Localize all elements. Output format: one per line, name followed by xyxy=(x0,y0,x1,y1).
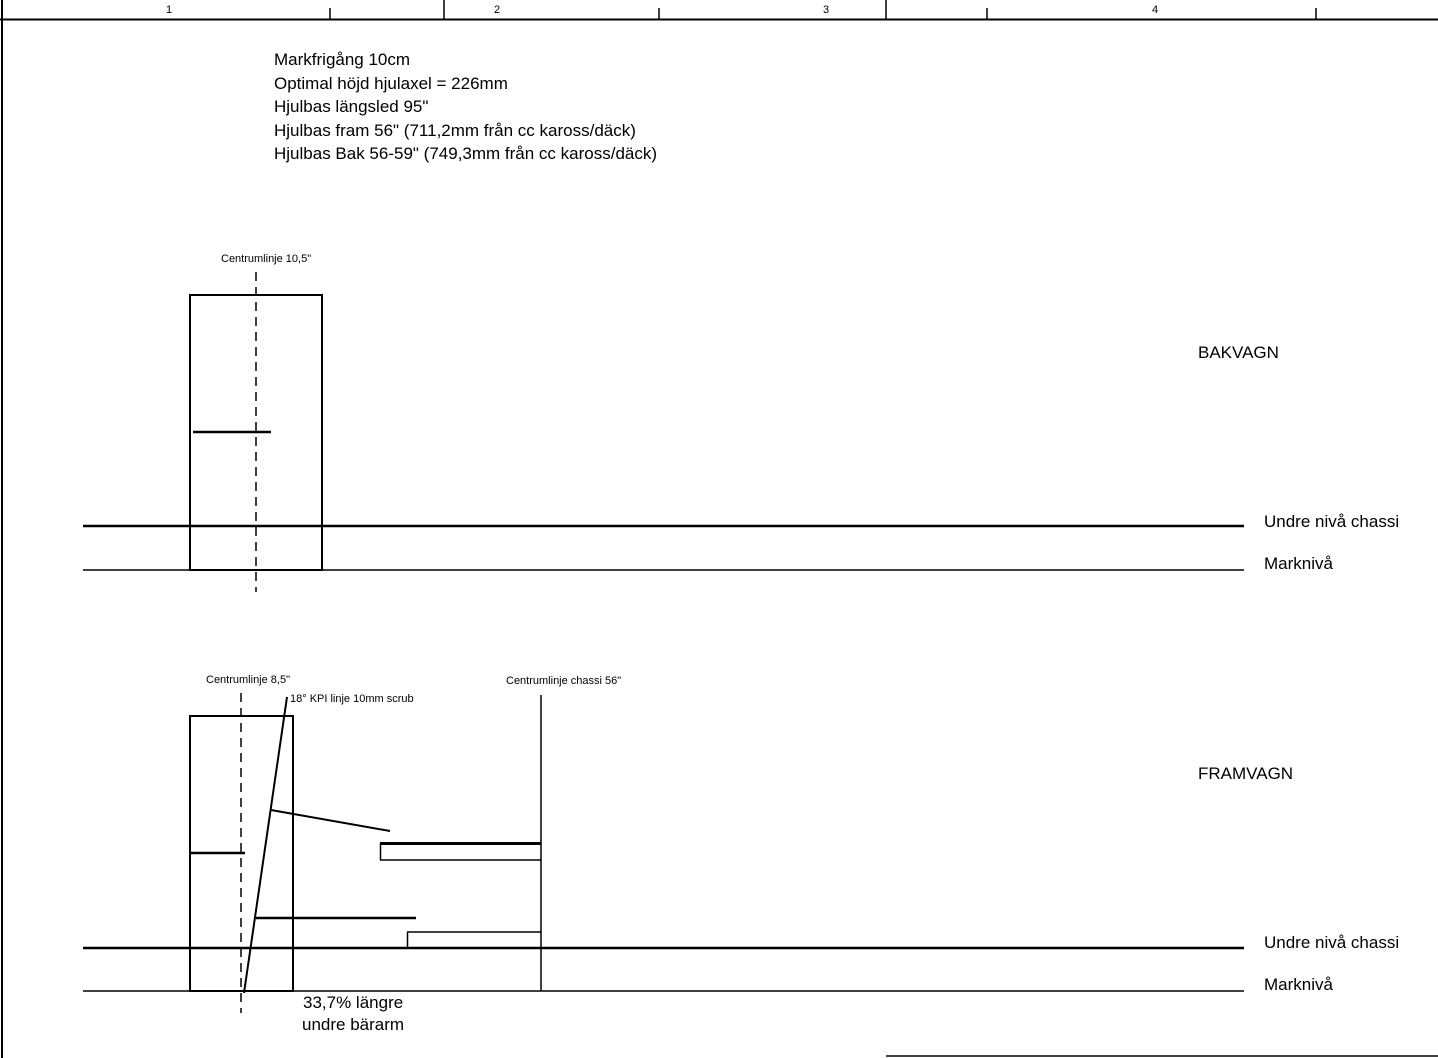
arm-note-line2: undre bärarm xyxy=(302,1015,405,1034)
upper-control-arm xyxy=(271,810,390,831)
ruler-zone-label: 1 xyxy=(166,4,173,16)
front-centerline-label: Centrumlinje 8,5" xyxy=(206,674,290,686)
chassis-centerline-label: Centrumlinje chassi 56" xyxy=(506,675,622,687)
spec-notes xyxy=(274,48,657,166)
rear-ground-label: Marknivå xyxy=(1264,554,1333,573)
note-front-track: Hjulbas fram 56" (711,2mm från cc kaross/däck) xyxy=(274,120,636,140)
kpi-label: 18° KPI linje 10mm scrub xyxy=(290,693,414,705)
ruler-zone-label: 2 xyxy=(494,4,501,16)
arm-note-line1: 33,7% längre xyxy=(303,993,404,1012)
note-ground-clearance: Markfrigång 10cm xyxy=(274,50,411,69)
front-chassis-label: Undre nivå chassi xyxy=(1264,933,1400,952)
note-axle-height: Optimal höjd hjulaxel = 226mm xyxy=(274,73,508,93)
ruler-zone-label: 4 xyxy=(1152,4,1159,16)
note-wheelbase: Hjulbas längsled 95" xyxy=(274,97,429,116)
ruler-zone-label: 3 xyxy=(823,4,830,16)
rear-centerline-label: Centrumlinje 10,5" xyxy=(221,253,312,265)
rear-section-label: BAKVAGN xyxy=(1198,343,1279,362)
rear-chassis-label: Undre nivå chassi xyxy=(1264,512,1400,531)
front-axle-diagram xyxy=(83,693,1244,1013)
note-rear-track: Hjulbas Bak 56-59" (749,3mm från cc kaross/däck) xyxy=(274,144,658,163)
front-section-label: FRAMVAGN xyxy=(1198,764,1294,783)
rear-axle-diagram xyxy=(83,272,1244,592)
front-ground-label: Marknivå xyxy=(1264,975,1333,994)
